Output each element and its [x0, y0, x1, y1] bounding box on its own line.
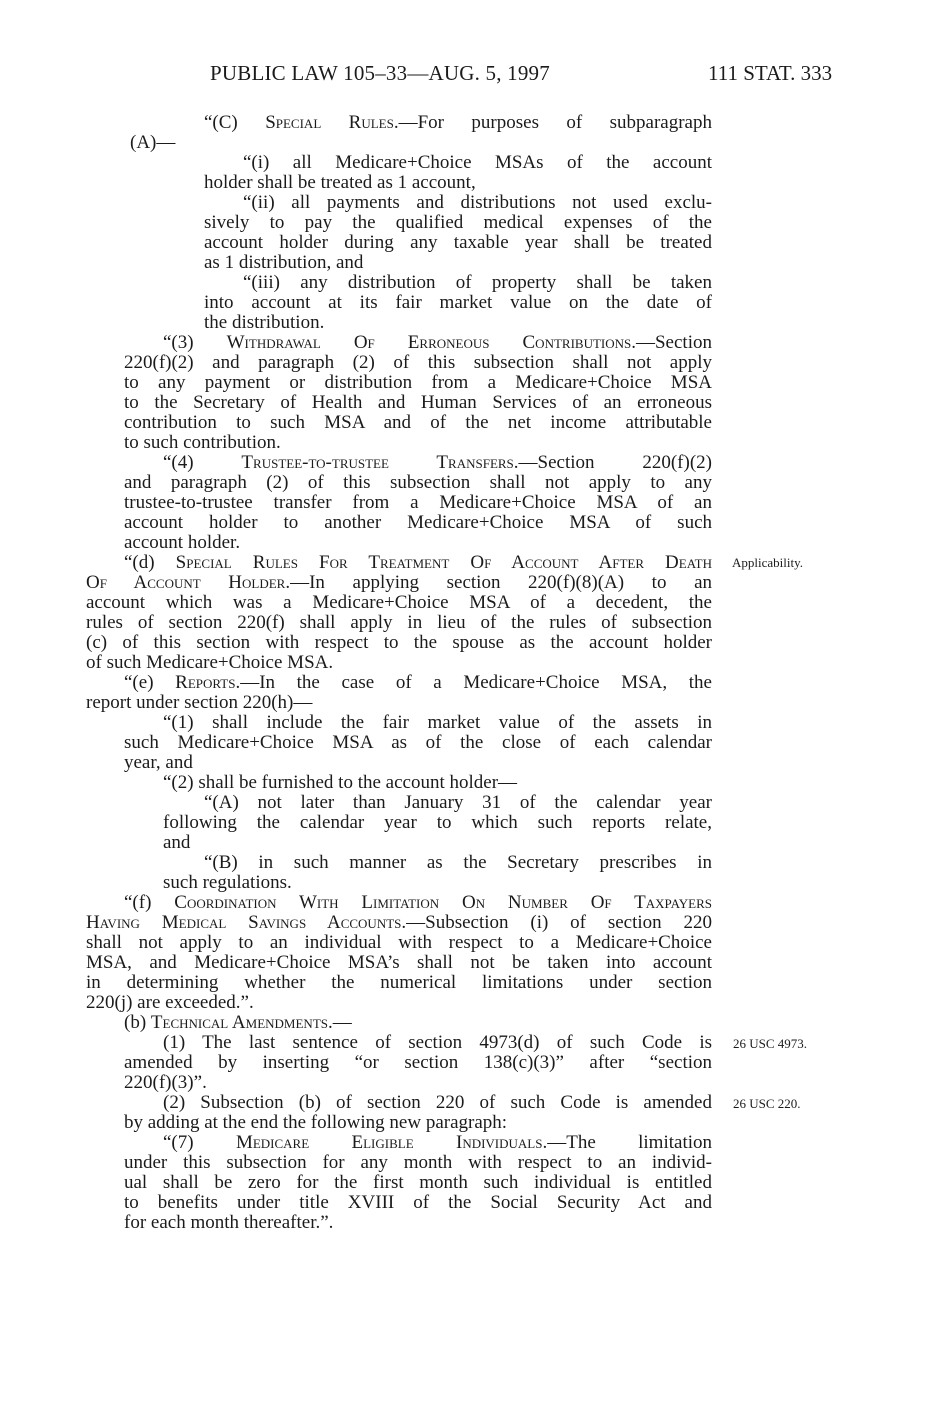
- margin-note-applicability: Applicability.: [732, 555, 804, 570]
- text-line: in determining whether the numerical limitations under section: [86, 972, 712, 993]
- text-line: “(2) shall be furnished to the account holder—: [163, 772, 518, 793]
- text-line: of such Medicare+Choice MSA.: [86, 652, 334, 673]
- text-line: “(4) Trustee-to-trustee Transfers.—Section 220(f)(2): [163, 452, 712, 473]
- text-line: and paragraph (2) of this subsection shall not apply to any: [124, 472, 712, 493]
- text-line: “(C) Special Rules.—For purposes of subparagraph: [204, 112, 712, 133]
- text-line: (A)—: [130, 132, 176, 153]
- text-line: account holder.: [124, 532, 241, 553]
- text-line: such Medicare+Choice MSA as of the close of each calendar: [124, 732, 712, 753]
- running-header-page: 111 STAT. 333: [708, 61, 833, 85]
- text-line: to such contribution.: [124, 432, 281, 453]
- text-line: to benefits under title XVIII of the Social Security Act and: [124, 1192, 712, 1213]
- text-line: and: [163, 832, 191, 853]
- text-line: account which was a Medicare+Choice MSA of a decedent, the: [86, 592, 712, 613]
- text-line: to the Secretary of Health and Human Services of an erroneous: [124, 392, 712, 413]
- text-line: such regulations.: [163, 872, 292, 893]
- text-line: “(B) in such manner as the Secretary prescribes in: [204, 852, 712, 873]
- text-line: “(e) Reports.—In the case of a Medicare+Choice MSA, the: [124, 672, 712, 693]
- text-line: rules of section 220(f) shall apply in lieu of the rules of subsection: [86, 612, 712, 633]
- text-line: “(1) shall include the fair market value of the assets in: [163, 712, 712, 733]
- text-line: 220(f)(3)”.: [124, 1072, 207, 1093]
- text-line: (2) Subsection (b) of section 220 of such Code is amended: [163, 1092, 712, 1113]
- text-line: contribution to such MSA and of the net income attributable: [124, 412, 712, 433]
- text-line: report under section 220(h)—: [86, 692, 313, 713]
- text-line: account holder during any taxable year shall be treated: [204, 232, 712, 253]
- text-line: Of Account Holder.—In applying section 220(f)(8)(A) to an: [86, 572, 712, 593]
- text-line: “(iii) any distribution of property shall be taken: [243, 272, 712, 293]
- text-line: (b) Technical Amendments.—: [124, 1012, 352, 1033]
- text-line: “(7) Medicare Eligible Individuals.—The limitation: [163, 1132, 712, 1153]
- text-line: as 1 distribution, and: [204, 252, 364, 273]
- margin-note-usc-220: 26 USC 220.: [733, 1096, 801, 1111]
- text-line: account holder to another Medicare+Choice MSA of such: [124, 512, 712, 533]
- text-line: into account at its fair market value on the date of: [204, 292, 712, 313]
- text-line: Having Medical Savings Accounts.—Subsection (i) of section 220: [86, 912, 712, 933]
- text-line: 220(j) are exceeded.”.: [86, 992, 254, 1013]
- text-line: trustee-to-trustee transfer from a Medicare+Choice MSA of an: [124, 492, 712, 513]
- text-line: the distribution.: [204, 312, 325, 333]
- text-line: under this subsection for any month with respect to an individ-: [124, 1152, 712, 1173]
- text-line: for each month thereafter.”.: [124, 1212, 334, 1233]
- text-line: MSA, and Medicare+Choice MSA’s shall not be taken into account: [86, 952, 712, 973]
- text-line: “(ii) all payments and distributions not used exclu-: [243, 192, 712, 213]
- text-line: “(i) all Medicare+Choice MSAs of the account: [243, 152, 712, 173]
- text-line: “(A) not later than January 31 of the calendar year: [204, 792, 712, 813]
- text-line: by adding at the end the following new paragraph:: [124, 1112, 508, 1133]
- text-line: shall not apply to an individual with respect to a Medicare+Choice: [86, 932, 712, 953]
- text-line: (1) The last sentence of section 4973(d) of such Code is: [163, 1032, 712, 1053]
- text-line: “(3) Withdrawal Of Erroneous Contributions.—Section: [163, 332, 712, 353]
- text-line: to any payment or distribution from a Medicare+Choice MSA: [124, 372, 712, 393]
- margin-note-usc-4973: 26 USC 4973.: [733, 1036, 808, 1051]
- text-line: 220(f)(2) and paragraph (2) of this subsection shall not apply: [124, 352, 712, 373]
- text-line: (c) of this section with respect to the spouse as the account holder: [86, 632, 712, 653]
- text-line: year, and: [124, 752, 193, 773]
- text-line: holder shall be treated as 1 account,: [204, 172, 476, 193]
- text-line: amended by inserting “or section 138(c)(3)” after “section: [124, 1052, 712, 1073]
- text-line: following the calendar year to which such reports relate,: [163, 812, 712, 833]
- text-line: ual shall be zero for the first month such individual is entitled: [124, 1172, 712, 1193]
- text-line: “(d) Special Rules For Treatment Of Account After Death: [124, 552, 712, 573]
- running-header-title: PUBLIC LAW 105–33—AUG. 5, 1997: [210, 61, 550, 85]
- text-line: “(f) Coordination With Limitation On Number Of Taxpayers: [124, 892, 712, 913]
- text-line: sively to pay the qualified medical expenses of the: [204, 212, 712, 233]
